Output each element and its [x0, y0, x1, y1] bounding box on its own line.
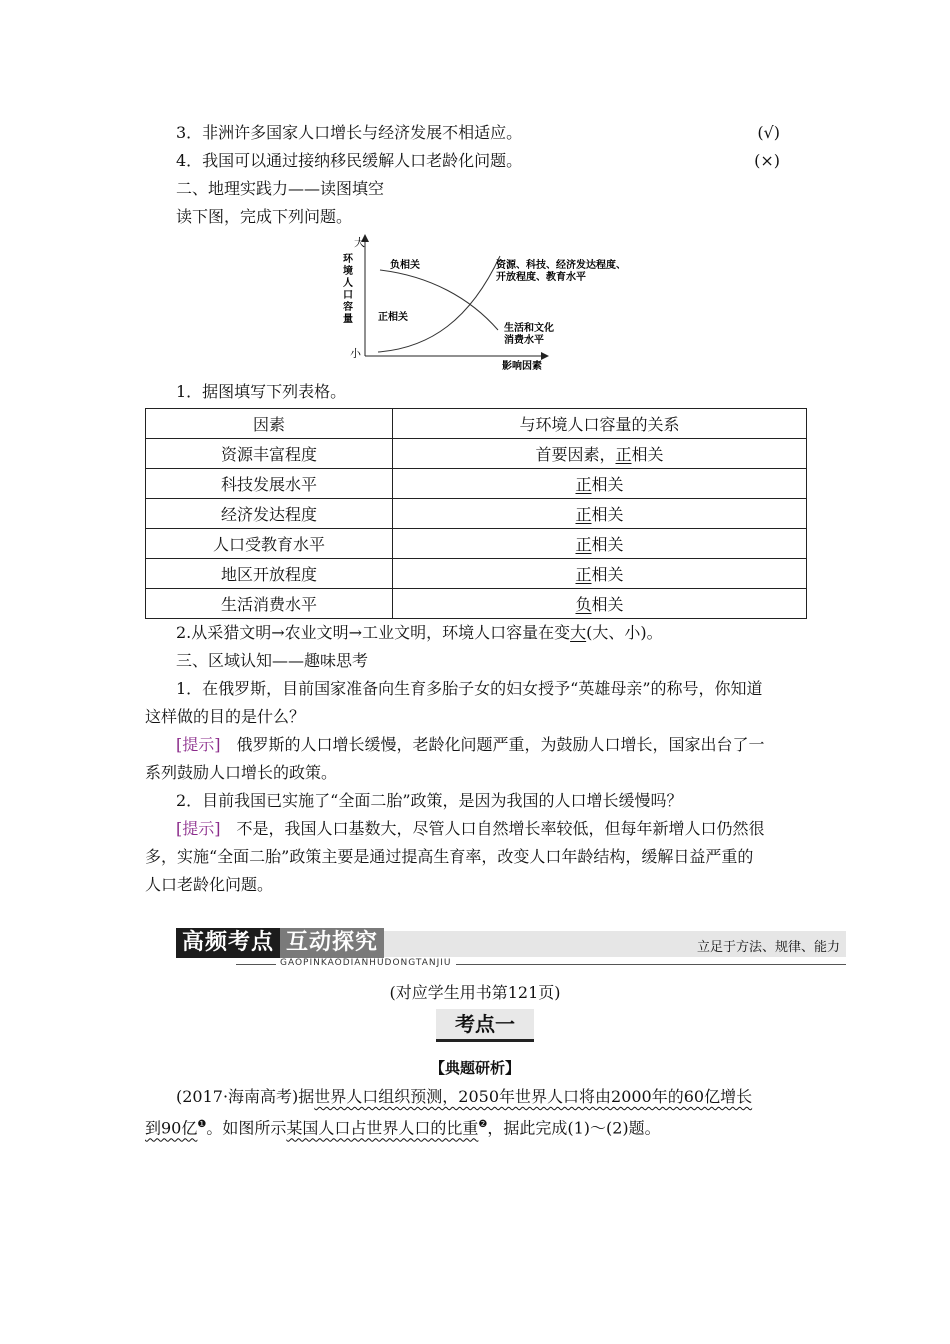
y-bottom-label: 小 [350, 347, 361, 360]
s3-q1-line1: 1．在俄罗斯，目前国家准备向生育多胎子女的妇女授予“英雄母亲”的称号，你知道 [176, 679, 763, 698]
relation-answer: 正 [575, 475, 592, 494]
banner-title-b: 互动探究 [286, 930, 379, 955]
footnote-marker-2: ❷ [478, 1119, 488, 1130]
example-mid: 。如图所示 [206, 1118, 287, 1138]
relation-answer: 负 [575, 595, 592, 614]
factor-cell: 生活消费水平 [146, 589, 393, 619]
footnote-marker-1: ❶ [197, 1119, 207, 1130]
s3-a2-text: 不是，我国人口基数大，尽管人口自然增长率较低，但每年新增人口仍然很 [236, 819, 765, 838]
x-axis-title: 影响因素 [502, 361, 542, 372]
rising-label-1: 资源、科技、经济发达程度、 [496, 260, 626, 271]
example-underlined-2: 到90亿 [145, 1118, 198, 1138]
y-label-char: 口 [343, 290, 353, 301]
y-axis-title [343, 252, 354, 325]
table-row [146, 589, 807, 619]
judgment-3 [176, 121, 780, 145]
relation-cell [393, 439, 807, 469]
falling-label-2: 消费水平 [504, 335, 544, 346]
s3-q2: 2．目前我国已实施了“全面二胎”政策，是因为我国的人口增长缓慢吗？ [176, 791, 683, 810]
relation-post: 相关 [591, 535, 624, 554]
table-header-cell: 因素 [146, 409, 393, 439]
table-row [146, 529, 807, 559]
rising-label-2: 开放程度、教育水平 [496, 272, 586, 283]
relation-post: 相关 [591, 505, 624, 524]
table-header-row [146, 409, 807, 439]
example-source: (2017·海南高考)据 [176, 1087, 315, 1106]
table-row [146, 559, 807, 589]
q2-options: (大、小)。 [586, 623, 663, 642]
relation-answer: 正 [575, 505, 592, 524]
s3-a1-line2: 系列鼓励人口增长的政策。 [145, 763, 338, 782]
section2-heading: 二、地理实践力——读图填空 [176, 179, 385, 198]
judgment-3-text: 3．非洲许多国家人口增长与经济发展不相适应。 [176, 123, 523, 142]
example-underlined-1: 世界人口组织预测，2050年世界人口将由2000年的60亿增长 [314, 1087, 753, 1106]
table-row [146, 499, 807, 529]
relation-cell [393, 589, 807, 619]
relation-post: 相关 [591, 475, 624, 494]
s3-a2-line1 [176, 817, 765, 841]
kaodian-title: 考点一 [436, 1009, 534, 1042]
y-label-char: 量 [343, 314, 353, 325]
s3-q1-line2: 这样做的目的是什么？ [145, 707, 306, 726]
capacity-figure [330, 228, 660, 374]
relation-answer: 正 [615, 445, 632, 464]
y-label-char: 人 [343, 278, 353, 289]
example-line2 [145, 1113, 661, 1140]
factor-cell: 科技发展水平 [146, 469, 393, 499]
factor-cell: 地区开放程度 [146, 559, 393, 589]
banner-pinyin: GAOPINKAODIANHUDONGTANJIU [276, 958, 456, 968]
section-banner [176, 928, 846, 972]
falling-label-1: 生活和文化 [504, 323, 554, 334]
q2-line [176, 621, 663, 645]
hint-label: [提示] [176, 819, 221, 838]
relation-pre: 首要因素， [535, 445, 616, 464]
example-end: ，据此完成(1)～(2)题。 [487, 1118, 661, 1138]
s3-a1-text: 俄罗斯的人口增长缓慢，老龄化问题严重，为鼓励人口增长，国家出台了一 [236, 735, 765, 754]
y-top-label: 大 [354, 236, 365, 249]
relation-post: 相关 [591, 565, 624, 584]
example-line1 [176, 1085, 752, 1109]
banner-title-a: 高频考点 [182, 930, 275, 955]
relation-answer: 正 [575, 535, 592, 554]
table-row [146, 469, 807, 499]
relation-cell [393, 559, 807, 589]
y-label-char: 境 [343, 266, 353, 277]
relation-cell [393, 499, 807, 529]
q2-text: 2.从采猎文明→农业文明→工业文明，环境人口容量在变 [176, 623, 571, 642]
q2-answer: 大 [570, 623, 587, 642]
section3-heading: 三、区域认知——趣味思考 [176, 651, 369, 670]
relation-post: 相关 [591, 595, 624, 614]
dianti-label: 【典题研析】 [429, 1059, 520, 1077]
neg-corr-label: 负相关 [390, 260, 420, 271]
relation-cell [393, 529, 807, 559]
relation-table [145, 408, 807, 619]
example-underlined-3: 某国人口占世界人口的比重 [286, 1118, 479, 1138]
q1-prompt: 1．据图填写下列表格。 [176, 382, 347, 401]
hint-label: [提示] [176, 735, 221, 754]
judgment-4-mark: (×) [754, 151, 780, 170]
page-reference: (对应学生用书第121页) [389, 983, 561, 1002]
factor-cell: 资源丰富程度 [146, 439, 393, 469]
table-header-cell: 与环境人口容量的关系 [393, 409, 807, 439]
pos-corr-label: 正相关 [378, 312, 408, 323]
banner-tagline: 立足于方法、规律、能力 [696, 940, 840, 955]
table-row [146, 439, 807, 469]
y-label-char: 容 [343, 302, 353, 313]
factor-cell: 人口受教育水平 [146, 529, 393, 559]
relation-cell [393, 469, 807, 499]
factor-cell: 经济发达程度 [146, 499, 393, 529]
s3-a2-line2: 多，实施“全面二胎”政策主要是通过提高生育率，改变人口年龄结构，缓解日益严重的 [145, 847, 754, 866]
relation-answer: 正 [575, 565, 592, 584]
s3-a1-line1 [176, 733, 765, 757]
judgment-4-text: 4．我国可以通过接纳移民缓解人口老龄化问题。 [176, 151, 523, 170]
y-label-char: 环 [343, 254, 353, 265]
relation-post: 相关 [631, 445, 664, 464]
section2-intro: 读下图，完成下列问题。 [176, 207, 353, 226]
judgment-3-mark: (√) [757, 123, 780, 142]
x-axis-arrow [541, 352, 549, 360]
s3-a2-line3: 人口老龄化问题。 [145, 875, 274, 894]
judgment-4 [176, 149, 780, 173]
